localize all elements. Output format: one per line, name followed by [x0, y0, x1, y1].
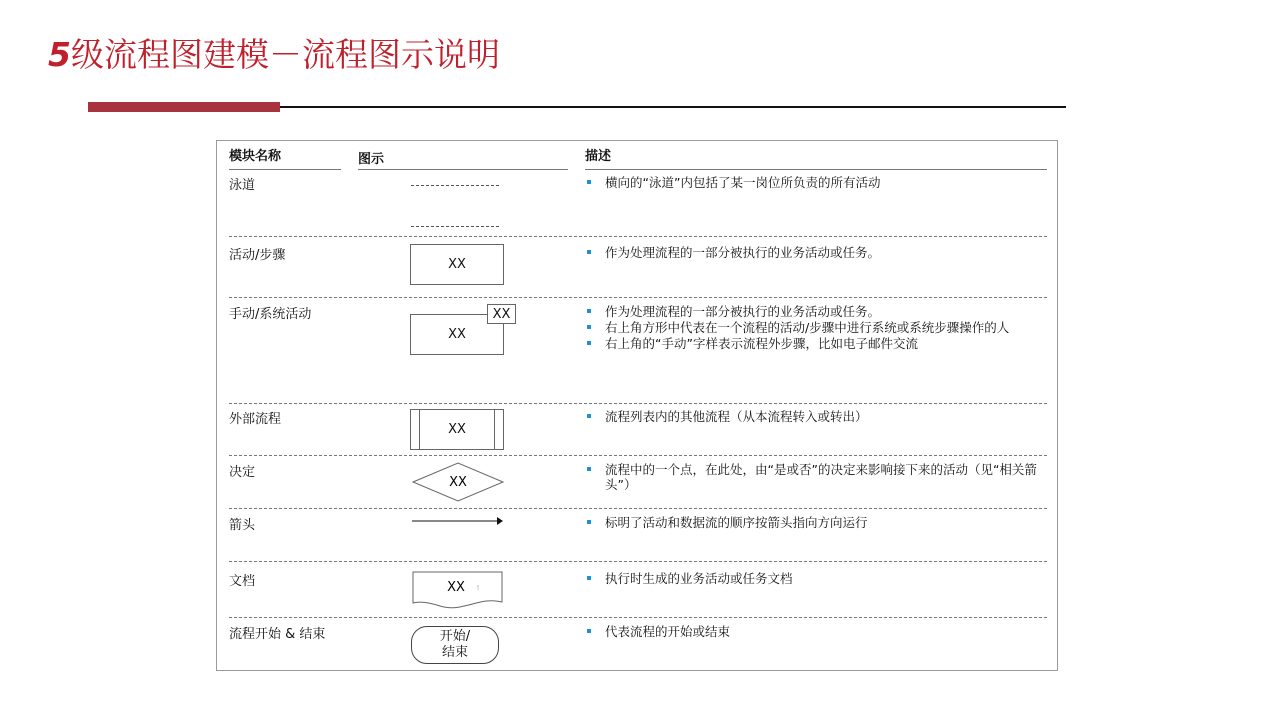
header-underline-icon	[358, 169, 568, 170]
desc-item: 代表流程的开始或结束	[587, 624, 1037, 639]
row-separator	[229, 617, 1047, 618]
row-desc-activity	[587, 245, 1037, 261]
desc-item: 执行时生成的业务活动或任务文档	[587, 571, 1037, 586]
row-label-activity: 活动/步骤	[229, 248, 286, 263]
start-end-text-2: 结束	[441, 645, 468, 660]
title-text: 级流程图建模－流程图示说明	[70, 35, 500, 74]
row-desc-document	[587, 571, 1037, 587]
desc-item: 作为处理流程的一部分被执行的业务活动或任务。	[587, 304, 1037, 319]
row-separator	[229, 455, 1047, 456]
row-separator	[229, 236, 1047, 237]
header-underline-name	[229, 169, 341, 170]
start-end-terminator-icon	[411, 626, 499, 664]
row-label-swimlane: 泳道	[229, 178, 256, 193]
system-corner-box-icon	[487, 304, 516, 324]
corner-box-text: XX	[492, 306, 511, 322]
desc-item: 右上角方形中代表在一个流程的活动/步骤中进行系统或系统步骤操作的人	[587, 320, 1037, 335]
external-process-right-bar	[494, 410, 495, 449]
swimlane-line-top	[411, 185, 499, 186]
start-end-text-1: 开始/	[439, 629, 471, 644]
manual-box-text: XX	[448, 327, 466, 342]
desc-item: 作为处理流程的一部分被执行的业务活动或任务。	[587, 245, 1037, 260]
document-text: XX	[447, 580, 465, 595]
desc-item: 流程中的一个点，在此处，由“是或否”的决定来影响接下来的活动（见“相关箭头”）	[587, 462, 1037, 492]
arrow-icon	[411, 515, 503, 527]
row-desc-decision	[587, 462, 1037, 493]
legend-table	[216, 140, 1058, 671]
external-process-left-bar	[419, 410, 420, 449]
row-label-external-process: 外部流程	[229, 412, 282, 427]
external-process-icon	[410, 409, 504, 450]
desc-item: 右上角的“手动”字样表示流程外步骤，比如电子邮件交流	[587, 336, 1037, 351]
external-process-text: XX	[448, 422, 466, 437]
header-desc: 描述	[585, 149, 612, 164]
row-separator	[229, 403, 1047, 404]
row-desc-swimlane	[587, 175, 1037, 191]
header-icon: 图示	[358, 152, 385, 167]
row-desc-start-end	[587, 624, 1037, 640]
desc-item: 流程列表内的其他流程（从本流程转入或转出）	[587, 409, 1037, 424]
activity-box-icon	[410, 244, 504, 285]
row-desc-manual-system	[587, 304, 1037, 352]
activity-box-text: XX	[448, 257, 466, 272]
page-title	[48, 34, 548, 76]
document-mark: !	[476, 584, 480, 592]
desc-item: 标明了活动和数据流的顺序按箭头指向方向运行	[587, 515, 1037, 530]
decision-text: XX	[449, 475, 467, 490]
header-name: 模块名称	[229, 149, 282, 164]
title-accent-bar	[88, 102, 280, 112]
decision-diamond-icon	[412, 462, 504, 502]
row-label-arrow: 箭头	[229, 518, 256, 533]
header-underline-desc	[585, 169, 1047, 170]
row-separator	[229, 297, 1047, 298]
row-label-decision: 决定	[229, 465, 256, 480]
row-separator	[229, 508, 1047, 509]
row-desc-external-process	[587, 409, 1037, 425]
swimlane-line-bottom	[411, 226, 499, 227]
title-underline	[280, 106, 1066, 108]
document-icon	[412, 571, 504, 611]
desc-item: 横向的“泳道”内包括了某一岗位所负责的所有活动	[587, 175, 1037, 190]
row-label-document: 文档	[229, 574, 256, 589]
row-label-manual-system: 手动/系统活动	[229, 307, 312, 322]
row-desc-arrow	[587, 515, 1037, 531]
row-separator	[229, 561, 1047, 562]
title-number: 5	[48, 35, 71, 74]
row-label-start-end: 流程开始 & 结束	[229, 627, 326, 642]
